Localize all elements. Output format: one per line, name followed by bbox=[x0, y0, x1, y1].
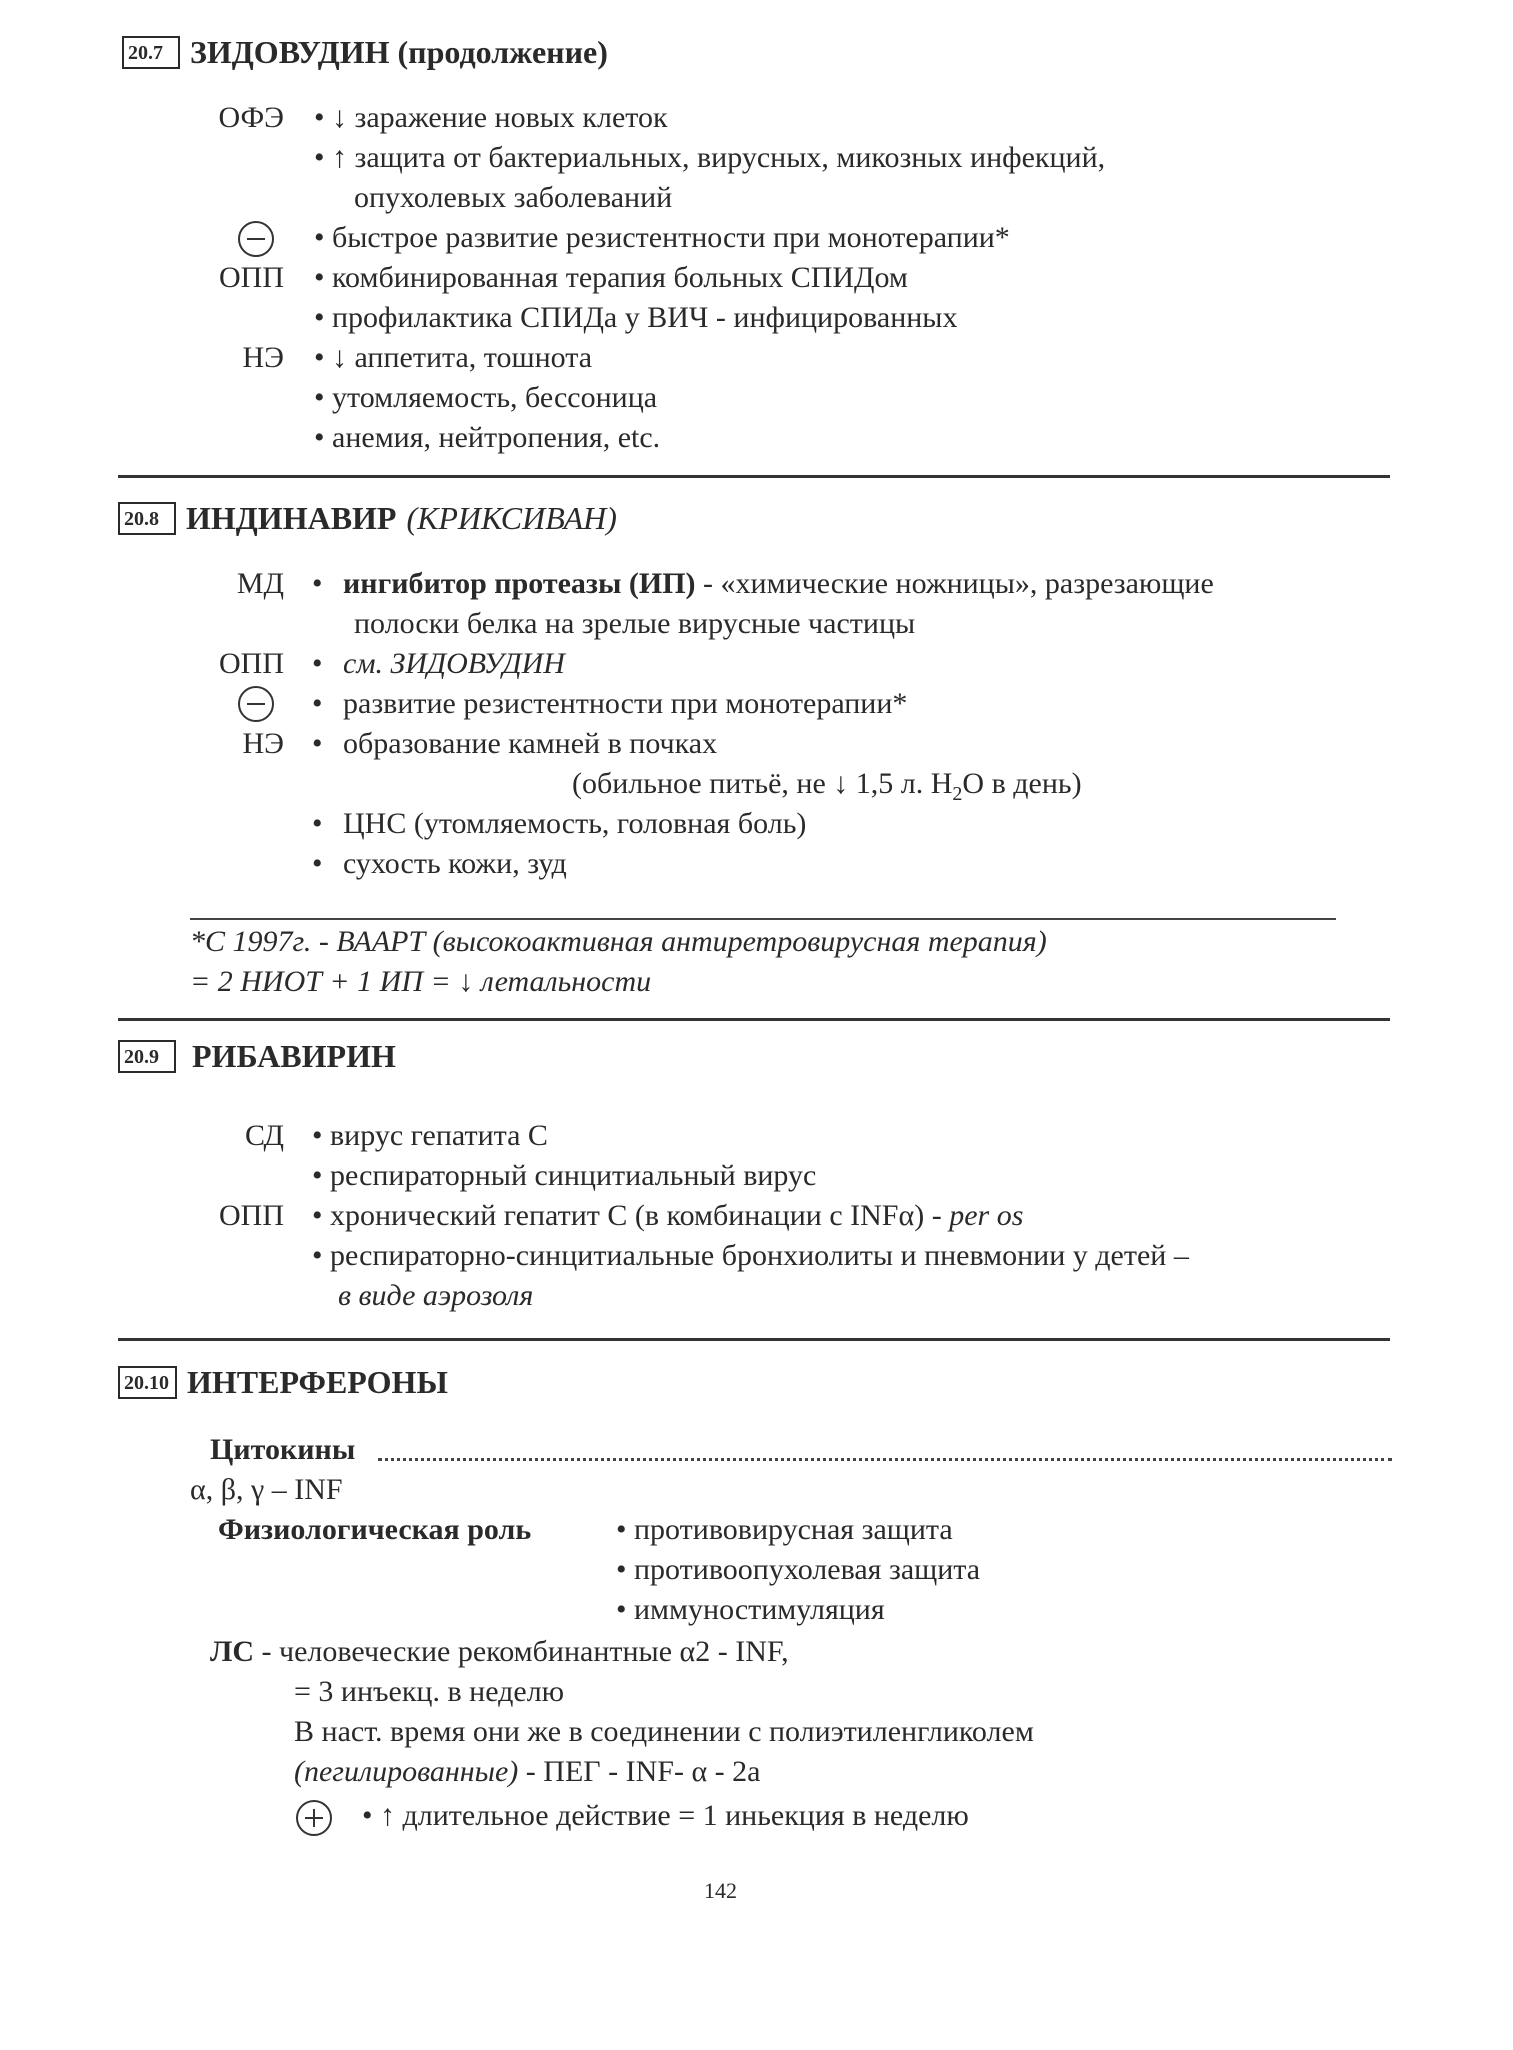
text-line bbox=[343, 646, 565, 682]
bold-term: ингибитор протеазы (ИП) bbox=[343, 567, 696, 600]
label-opp: ОПП bbox=[219, 647, 284, 680]
section-heading-20-10 bbox=[118, 1364, 448, 1401]
italic-text: см. ЗИДОВУДИН bbox=[343, 647, 565, 680]
text-line: • противовирусная защита bbox=[616, 1513, 953, 1546]
bullet: • bbox=[312, 567, 323, 600]
minus-circle-icon bbox=[238, 686, 274, 722]
text-line: в виде аэрозоля bbox=[338, 1279, 534, 1312]
text-line: • профилактика СПИДа у ВИЧ - инфицированных bbox=[314, 301, 958, 334]
text-line bbox=[210, 1634, 789, 1670]
cytokines-heading: Цитокины bbox=[210, 1433, 356, 1466]
text-span: - «химические ножницы», разрезающие bbox=[695, 567, 1214, 600]
text-line: ЦНС (утомляемость, головная боль) bbox=[343, 807, 807, 840]
bold-term: ЛС bbox=[210, 1635, 255, 1668]
section-title: ИНДИНАВИР bbox=[186, 500, 397, 536]
text-line: • вирус гепатита С bbox=[312, 1119, 548, 1152]
label-ofe: ОФЭ bbox=[218, 101, 284, 134]
section-number: 20.8 bbox=[118, 502, 176, 535]
section-number: 20.10 bbox=[118, 1366, 177, 1399]
section-divider bbox=[118, 475, 1390, 478]
page-number: 142 bbox=[704, 1878, 737, 1903]
text-line: • ↑ защита от бактериальных, вирусных, микозных инфекций, bbox=[314, 141, 1106, 174]
text-line: • комбинированная терапия больных СПИДом bbox=[314, 261, 908, 294]
section-heading-20-9 bbox=[118, 1038, 396, 1075]
text-line: • респираторный синцитиальный вирус bbox=[312, 1159, 817, 1192]
text-line: образование камней в почках bbox=[343, 727, 718, 760]
text-line: • быстрое развитие резистентности при монотерапии* bbox=[314, 221, 1010, 254]
section-title-trade-name: (КРИКСИВАН) bbox=[406, 500, 617, 536]
text-span: - ПЕГ - INF- α - 2а bbox=[518, 1755, 761, 1788]
text-line bbox=[294, 1754, 760, 1790]
text-span: (обильное питьё, не ↓ 1,5 л. H bbox=[572, 767, 953, 800]
text-line: • ↓ аппетита, тошнота bbox=[314, 341, 593, 374]
text-line: сухость кожи, зуд bbox=[343, 847, 567, 880]
section-title: ЗИДОВУДИН (продолжение) bbox=[190, 34, 608, 70]
bullet: • bbox=[312, 687, 323, 720]
text-line bbox=[312, 1198, 1023, 1234]
footnote-line: = 2 НИОТ + 1 ИП = ↓ летальности bbox=[190, 965, 652, 998]
text-line: • анемия, нейтропения, etc. bbox=[314, 421, 661, 454]
text-span: - человеческие рекомбинантные α2 - INF, bbox=[254, 1635, 789, 1668]
bullet: • bbox=[312, 727, 323, 760]
bullet: • bbox=[312, 647, 323, 680]
footnote-divider bbox=[190, 918, 1336, 920]
section-heading-20-8 bbox=[118, 500, 617, 537]
dotted-leader bbox=[378, 1458, 1392, 1461]
text-line: развитие резистентности при монотерапии* bbox=[343, 687, 908, 720]
label-ne: НЭ bbox=[242, 341, 284, 374]
text-span: O в день) bbox=[962, 767, 1082, 800]
italic-text: per os bbox=[949, 1199, 1024, 1232]
italic-text: (пегилированные) bbox=[294, 1755, 519, 1788]
subscript: 2 bbox=[952, 783, 963, 805]
section-heading-20-7 bbox=[122, 34, 608, 71]
section-number: 20.7 bbox=[122, 36, 180, 69]
text-line: • утомляемость, бессоница bbox=[314, 381, 658, 414]
text-line: • ↑ длительное действие = 1 иньекция в неделю bbox=[362, 1799, 969, 1832]
text-line: • респираторно-синцитиальные бронхиолиты и пневмонии у детей – bbox=[312, 1239, 1189, 1272]
text-line: α, β, γ – INF bbox=[190, 1473, 343, 1506]
bullet: • bbox=[312, 807, 323, 840]
text-line: полоски белка на зрелые вирусные частицы bbox=[354, 607, 916, 640]
bullet: • bbox=[312, 847, 323, 880]
section-divider bbox=[118, 1338, 1390, 1341]
label-md: МД bbox=[236, 567, 284, 600]
footnote-line: *С 1997г. - ВААРТ (высокоактивная антиретровирусная терапия) bbox=[190, 925, 1047, 958]
label-opp: ОПП bbox=[219, 1199, 284, 1232]
text-line: = 3 инъекц. в неделю bbox=[294, 1675, 565, 1708]
text-line bbox=[343, 566, 1214, 602]
text-line: В наст. время они же в соединении с полиэтиленгликолем bbox=[294, 1715, 1034, 1748]
plus-circle-icon bbox=[296, 1800, 332, 1836]
section-number: 20.9 bbox=[118, 1040, 176, 1073]
section-title: РИБАВИРИН bbox=[192, 1038, 396, 1074]
section-title: ИНТЕРФЕРОНЫ bbox=[187, 1364, 448, 1400]
text-span: • хронический гепатит С (в комбинации с INFα) - bbox=[312, 1199, 950, 1232]
text-line: • ↓ заражение новых клеток bbox=[314, 101, 668, 134]
minus-circle-icon bbox=[238, 221, 274, 257]
role-label: Физиологическая роль bbox=[218, 1513, 532, 1546]
text-line: • противоопухолевая защита bbox=[616, 1553, 981, 1586]
text-line: опухолевых заболеваний bbox=[354, 181, 673, 214]
label-ne: НЭ bbox=[242, 727, 284, 760]
label-opp: ОПП bbox=[219, 261, 284, 294]
text-line: • иммуностимуляция bbox=[616, 1593, 885, 1626]
section-divider bbox=[118, 1018, 1390, 1021]
label-sd: СД bbox=[245, 1119, 284, 1152]
